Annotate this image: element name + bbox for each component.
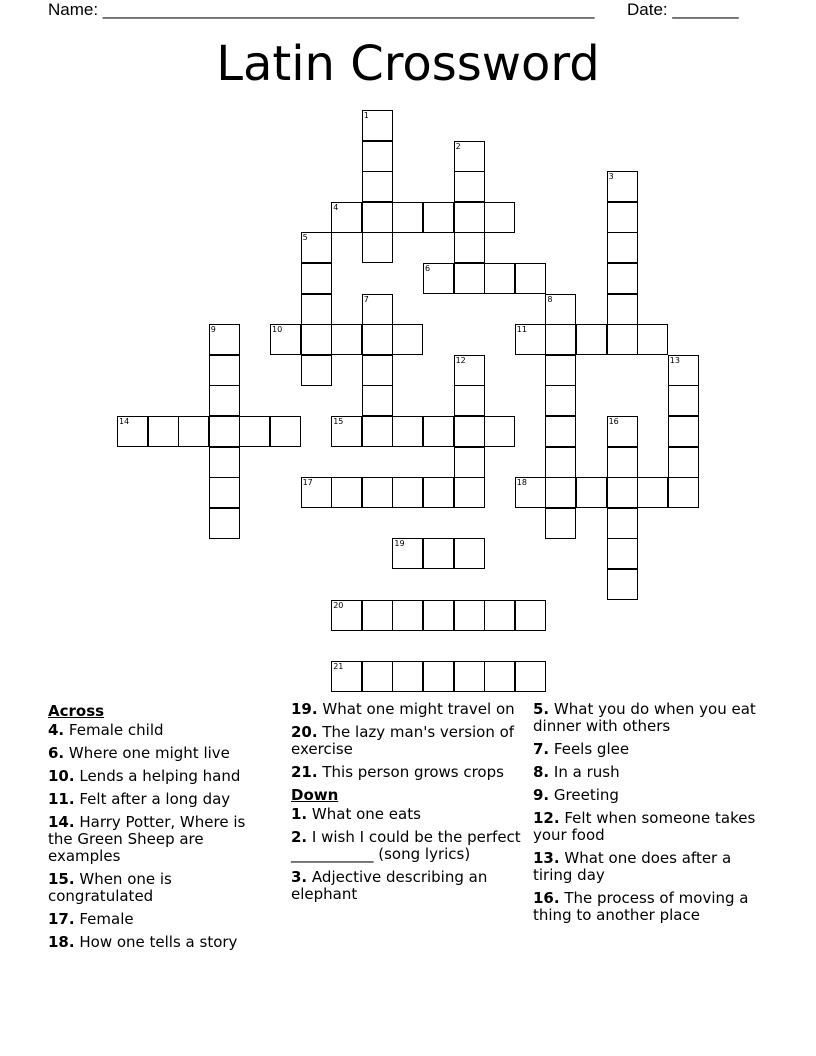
grid-cell[interactable] bbox=[515, 600, 546, 631]
grid-cell[interactable] bbox=[392, 416, 423, 447]
clue-across-10 bbox=[48, 768, 273, 785]
grid-cell[interactable] bbox=[545, 447, 576, 478]
clue-number: 12. bbox=[533, 809, 560, 827]
grid-cell[interactable] bbox=[454, 447, 485, 478]
grid-cell[interactable] bbox=[545, 324, 576, 355]
grid-cell[interactable] bbox=[362, 355, 393, 386]
clue-number: 11. bbox=[48, 790, 75, 808]
cell-number: 8 bbox=[547, 294, 553, 304]
grid-cell[interactable] bbox=[454, 661, 485, 692]
grid-cell[interactable] bbox=[454, 385, 485, 416]
clue-across-11 bbox=[48, 791, 273, 808]
grid-cell[interactable] bbox=[209, 477, 240, 508]
clue-across-6 bbox=[48, 745, 273, 762]
grid-cell[interactable] bbox=[515, 661, 546, 692]
clue-text: Felt when someone takes your food bbox=[533, 809, 756, 844]
grid-cell[interactable] bbox=[545, 477, 576, 508]
down-heading: Down bbox=[291, 786, 339, 804]
grid-cell[interactable] bbox=[331, 416, 362, 447]
clue-down-16 bbox=[533, 890, 763, 924]
grid-cell[interactable] bbox=[362, 110, 393, 141]
grid-cell[interactable] bbox=[301, 263, 332, 294]
grid-cell[interactable] bbox=[392, 538, 423, 569]
clue-across-17 bbox=[48, 911, 273, 928]
grid-cell[interactable] bbox=[423, 600, 454, 631]
cell-number: 20 bbox=[333, 600, 344, 610]
cell-number: 18 bbox=[516, 478, 527, 488]
grid-cell[interactable] bbox=[423, 416, 454, 447]
grid-cell[interactable] bbox=[270, 416, 301, 447]
cell-number: 13 bbox=[669, 355, 680, 365]
grid-cell[interactable] bbox=[209, 416, 240, 447]
clue-number: 7. bbox=[533, 740, 550, 758]
grid-cell[interactable] bbox=[484, 416, 515, 447]
grid-cell[interactable] bbox=[209, 324, 240, 355]
clue-text: When one is congratulated bbox=[48, 870, 172, 905]
grid-cell[interactable] bbox=[637, 477, 668, 508]
grid-cell[interactable] bbox=[392, 661, 423, 692]
clues-column-1 bbox=[48, 701, 273, 957]
clue-text: Greeting bbox=[553, 786, 619, 804]
clue-text: Adjective describing an elephant bbox=[291, 868, 488, 903]
grid-cell[interactable] bbox=[362, 477, 393, 508]
grid-cell[interactable] bbox=[607, 232, 638, 263]
clue-number: 13. bbox=[533, 849, 560, 867]
grid-cell[interactable] bbox=[484, 600, 515, 631]
clue-number: 1. bbox=[291, 805, 308, 823]
grid-cell[interactable] bbox=[545, 385, 576, 416]
clue-text: This person grows crops bbox=[322, 763, 504, 781]
name-field[interactable]: Name: ____________________________________________________ bbox=[48, 0, 595, 19]
clue-text: Felt after a long day bbox=[79, 790, 231, 808]
clue-down-3 bbox=[291, 869, 521, 903]
grid-cell[interactable] bbox=[607, 324, 638, 355]
page-title: Latin Crossword bbox=[216, 36, 600, 92]
clue-down-7 bbox=[533, 741, 763, 758]
grid-cell[interactable] bbox=[301, 232, 332, 263]
grid-cell[interactable] bbox=[454, 232, 485, 263]
grid-cell[interactable] bbox=[668, 416, 699, 447]
clue-text: Where one might live bbox=[68, 744, 230, 762]
clue-down-1 bbox=[291, 806, 521, 823]
grid-cell[interactable] bbox=[423, 538, 454, 569]
grid-cell[interactable] bbox=[454, 600, 485, 631]
grid-cell[interactable] bbox=[576, 477, 607, 508]
grid-cell[interactable] bbox=[148, 416, 179, 447]
cell-number: 5 bbox=[302, 233, 308, 243]
grid-cell[interactable] bbox=[209, 355, 240, 386]
grid-cell[interactable] bbox=[454, 416, 485, 447]
clue-number: 16. bbox=[533, 889, 560, 907]
grid-cell[interactable] bbox=[117, 416, 148, 447]
clue-across-14 bbox=[48, 814, 273, 865]
grid-cell[interactable] bbox=[362, 141, 393, 172]
grid-cell[interactable] bbox=[331, 477, 362, 508]
clue-number: 8. bbox=[533, 763, 550, 781]
cell-number: 1 bbox=[363, 111, 369, 120]
clue-text: What one eats bbox=[311, 805, 421, 823]
grid-cell[interactable] bbox=[392, 324, 423, 355]
clue-down-8 bbox=[533, 764, 763, 781]
clue-number: 21. bbox=[291, 763, 318, 781]
grid-cell[interactable] bbox=[301, 294, 332, 325]
grid-cell[interactable] bbox=[178, 416, 209, 447]
clue-across-15 bbox=[48, 871, 273, 905]
cell-number: 2 bbox=[455, 141, 461, 151]
grid-cell[interactable] bbox=[392, 600, 423, 631]
grid-cell[interactable] bbox=[515, 324, 546, 355]
grid-cell[interactable] bbox=[454, 538, 485, 569]
grid-cell[interactable] bbox=[515, 263, 546, 294]
cell-number: 21 bbox=[333, 661, 344, 671]
grid-cell[interactable] bbox=[637, 324, 668, 355]
grid-cell[interactable] bbox=[209, 385, 240, 416]
grid-cell[interactable] bbox=[484, 202, 515, 233]
grid-cell[interactable] bbox=[545, 294, 576, 325]
grid-cell[interactable] bbox=[607, 477, 638, 508]
cell-number: 12 bbox=[455, 355, 466, 365]
cell-number: 14 bbox=[119, 417, 130, 426]
clues-column-2 bbox=[291, 701, 521, 909]
clue-text: The lazy man's version of exercise bbox=[291, 723, 515, 758]
grid-cell[interactable] bbox=[239, 416, 270, 447]
grid-cell[interactable] bbox=[209, 508, 240, 539]
clue-text: Female bbox=[79, 910, 134, 928]
clue-number: 2. bbox=[291, 828, 308, 846]
clue-text: I wish I could be the perfect ___________ (song lyrics) bbox=[291, 828, 521, 863]
clue-number: 10. bbox=[48, 767, 75, 785]
clue-text: Harry Potter, Where is the Green Sheep are examples bbox=[48, 813, 246, 865]
clue-text: What one does after a tiring day bbox=[533, 849, 732, 884]
cell-number: 6 bbox=[425, 264, 431, 273]
clue-number: 17. bbox=[48, 910, 75, 928]
clue-text: Female child bbox=[68, 721, 164, 739]
clue-text: In a rush bbox=[553, 763, 620, 781]
clue-text: What you do when you eat dinner with others bbox=[533, 700, 756, 735]
grid-cell[interactable] bbox=[362, 661, 393, 692]
cell-number: 19 bbox=[394, 539, 405, 549]
grid-cell[interactable] bbox=[484, 661, 515, 692]
cell-number: 11 bbox=[516, 325, 527, 335]
clues-column-3 bbox=[533, 701, 763, 930]
grid-cell[interactable] bbox=[607, 171, 638, 202]
grid-cell[interactable] bbox=[362, 294, 393, 325]
grid-cell[interactable] bbox=[301, 324, 332, 355]
grid-cell[interactable] bbox=[454, 355, 485, 386]
clue-down-13 bbox=[533, 850, 763, 884]
grid-cell[interactable] bbox=[668, 355, 699, 386]
grid-cell[interactable] bbox=[607, 508, 638, 539]
grid-cell[interactable] bbox=[301, 355, 332, 386]
grid-cell[interactable] bbox=[423, 263, 454, 294]
clue-down-9 bbox=[533, 787, 763, 804]
grid-cell[interactable] bbox=[607, 294, 638, 325]
clue-text: The process of moving a thing to another place bbox=[533, 889, 749, 924]
grid-cell[interactable] bbox=[331, 600, 362, 631]
grid-cell[interactable] bbox=[423, 202, 454, 233]
clue-number: 5. bbox=[533, 700, 550, 718]
cell-number: 16 bbox=[608, 417, 619, 426]
clue-text: Lends a helping hand bbox=[79, 767, 241, 785]
grid-cell[interactable] bbox=[607, 202, 638, 233]
clue-text: Feels glee bbox=[553, 740, 630, 758]
grid-cell[interactable] bbox=[362, 171, 393, 202]
grid-cell[interactable] bbox=[484, 263, 515, 294]
grid-cell[interactable] bbox=[607, 538, 638, 569]
grid-cell[interactable] bbox=[668, 385, 699, 416]
cell-number: 10 bbox=[272, 325, 283, 335]
clue-across-19 bbox=[291, 701, 521, 718]
grid-cell[interactable] bbox=[423, 661, 454, 692]
clue-text: What one might travel on bbox=[322, 700, 515, 718]
grid-cell[interactable] bbox=[515, 477, 546, 508]
clue-down-2 bbox=[291, 829, 521, 863]
grid-cell[interactable] bbox=[392, 477, 423, 508]
grid-cell[interactable] bbox=[545, 508, 576, 539]
grid-cell[interactable] bbox=[270, 324, 301, 355]
clue-number: 14. bbox=[48, 813, 75, 831]
grid-cell[interactable] bbox=[301, 477, 332, 508]
clue-number: 18. bbox=[48, 933, 75, 951]
grid-cell[interactable] bbox=[607, 569, 638, 600]
grid-cell[interactable] bbox=[607, 447, 638, 478]
grid-cell[interactable] bbox=[331, 324, 362, 355]
grid-cell[interactable] bbox=[362, 324, 393, 355]
clue-number: 19. bbox=[291, 700, 318, 718]
clue-number: 4. bbox=[48, 721, 65, 739]
clue-down-12 bbox=[533, 810, 763, 844]
cell-number: 7 bbox=[363, 294, 369, 304]
grid-cell[interactable] bbox=[607, 416, 638, 447]
clue-across-18 bbox=[48, 934, 273, 951]
cell-number: 9 bbox=[210, 325, 216, 335]
grid-cell[interactable] bbox=[331, 661, 362, 692]
grid-cell[interactable] bbox=[454, 202, 485, 233]
grid-cell[interactable] bbox=[331, 202, 362, 233]
grid-cell[interactable] bbox=[545, 355, 576, 386]
grid-cell[interactable] bbox=[423, 477, 454, 508]
grid-cell[interactable] bbox=[454, 171, 485, 202]
grid-cell[interactable] bbox=[209, 447, 240, 478]
cell-number: 15 bbox=[333, 417, 344, 426]
grid-cell[interactable] bbox=[454, 141, 485, 172]
cell-number: 17 bbox=[302, 478, 313, 488]
across-heading: Across bbox=[48, 702, 105, 720]
grid-cell[interactable] bbox=[545, 416, 576, 447]
grid-cell[interactable] bbox=[454, 477, 485, 508]
clue-across-20 bbox=[291, 724, 521, 758]
clue-text: How one tells a story bbox=[79, 933, 238, 951]
clue-number: 20. bbox=[291, 723, 318, 741]
date-field[interactable]: Date: _______ bbox=[627, 0, 739, 19]
clue-down-5 bbox=[533, 701, 763, 735]
grid-cell[interactable] bbox=[362, 600, 393, 631]
grid-cell[interactable] bbox=[454, 263, 485, 294]
grid-cell[interactable] bbox=[362, 416, 393, 447]
clue-number: 15. bbox=[48, 870, 75, 888]
clue-number: 3. bbox=[291, 868, 308, 886]
grid-cell[interactable] bbox=[576, 324, 607, 355]
grid-cell[interactable] bbox=[668, 447, 699, 478]
grid-cell[interactable] bbox=[668, 477, 699, 508]
grid-cell[interactable] bbox=[362, 385, 393, 416]
grid-cell[interactable] bbox=[362, 202, 393, 233]
clue-across-21 bbox=[291, 764, 521, 781]
grid-cell[interactable] bbox=[362, 232, 393, 263]
cell-number: 3 bbox=[608, 172, 614, 182]
grid-cell[interactable] bbox=[392, 202, 423, 233]
clue-number: 6. bbox=[48, 744, 65, 762]
clue-across-4 bbox=[48, 722, 273, 739]
clue-number: 9. bbox=[533, 786, 550, 804]
grid-cell[interactable] bbox=[607, 263, 638, 294]
cell-number: 4 bbox=[333, 202, 339, 212]
